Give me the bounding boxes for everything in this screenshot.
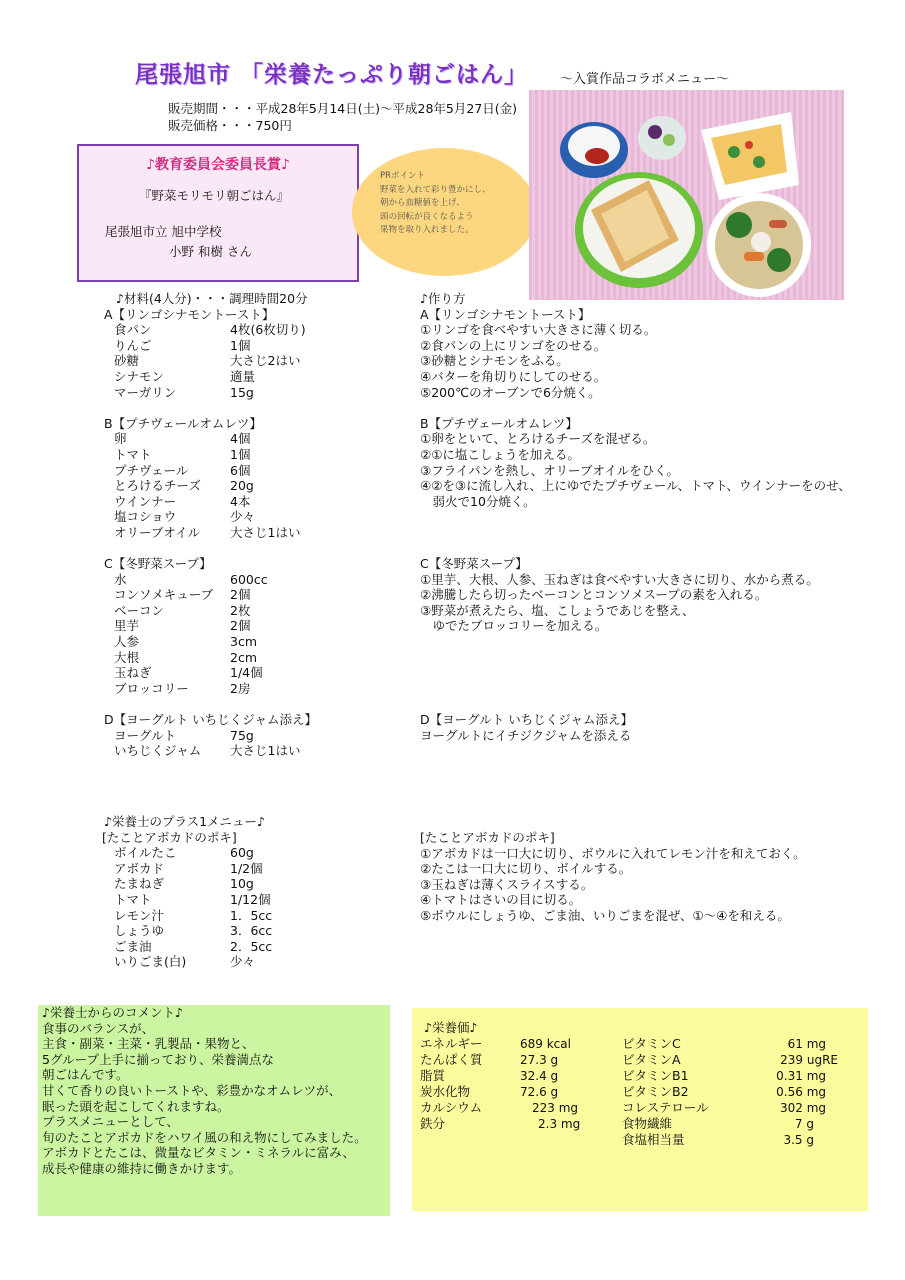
- ingredient-name: プチヴェール: [114, 462, 189, 478]
- step-line: ③玉ねぎは薄くスライスする。: [420, 876, 594, 892]
- ingredient-name: オリーブオイル: [114, 524, 201, 540]
- pr-line: 頭の回転が良くなるよう: [380, 211, 474, 222]
- ingredient-name: 塩コショウ: [114, 509, 177, 525]
- ingredient-row: [104, 572, 317, 588]
- steps-column: [420, 291, 851, 743]
- ingredient-name: トマト: [114, 891, 152, 907]
- ingredient-name: りんご: [114, 337, 152, 353]
- ingredient-qty: 1/12個: [230, 891, 271, 907]
- nutrient-value: 7 g: [794, 1117, 814, 1131]
- nutrient-value: 223 mg: [532, 1101, 579, 1115]
- spacer: [420, 634, 851, 650]
- nutrient-value: 302 mg: [779, 1101, 826, 1115]
- ingredient-row: [104, 954, 272, 970]
- ingredient-qty: 4個: [230, 431, 251, 447]
- ingredient-row: [104, 603, 317, 619]
- ingredient-name: ブロッコリー: [114, 680, 189, 696]
- plus-heading: ♪栄養士のプラス1メニュー♪: [104, 814, 266, 829]
- ingredient-qty: 適量: [230, 368, 256, 384]
- ingredient-qty: 2房: [230, 680, 251, 696]
- nutrition-heading: ♪栄養価♪: [424, 1020, 478, 1035]
- nutrient-value: 61 mg: [787, 1037, 826, 1051]
- meal-photo: [529, 90, 844, 300]
- step-section-title: D【ヨーグルト いちじくジャム添え】: [420, 712, 633, 728]
- ingredient-name: しょうゆ: [114, 923, 165, 939]
- step-line: ⑤ボウルにしょうゆ、ごま油、いりごまを混ぜ、①～④を和える。: [420, 907, 790, 923]
- comment-line: 成長や健康の維持に働きかけます。: [42, 1160, 242, 1176]
- spacer: [420, 525, 851, 541]
- ingredient-name: トマト: [114, 446, 152, 462]
- step-line: ①アボカドは一口大に切り、ボウルに入れてレモン汁を和えておく。: [420, 845, 806, 861]
- comment-line: 眠った頭を起こしてくれますね。: [42, 1098, 230, 1114]
- ingredient-section-title: B【プチヴェールオムレツ】: [104, 415, 262, 431]
- pr-text: [380, 170, 491, 238]
- nutrient-value: 689 kcal: [520, 1037, 571, 1051]
- nutrient-label: カルシウム: [420, 1100, 483, 1115]
- ingredient-row: [104, 618, 317, 634]
- ingredient-name: ウインナー: [114, 493, 177, 509]
- ingredient-row: [104, 338, 317, 354]
- ingredient-row: [104, 908, 272, 924]
- nutrient-label: 脂質: [420, 1068, 446, 1083]
- ingredient-name: いちじくジャム: [114, 743, 202, 759]
- ingredient-name: マーガリン: [114, 384, 177, 400]
- ingredient-name: たまねぎ: [114, 876, 165, 892]
- spacer: [420, 681, 851, 697]
- nutrition-left-labels: [420, 1036, 483, 1132]
- comment-text: [42, 1005, 367, 1177]
- ingredient-row: [104, 587, 317, 603]
- ingredient-name: 水: [114, 571, 127, 587]
- ingredient-section-title: A【リンゴシナモントースト】: [104, 306, 275, 322]
- comment-line: 甘くて香りの良いトーストや、彩豊かなオムレツが、: [42, 1082, 342, 1098]
- ingredient-qty: 6個: [230, 462, 251, 478]
- ingredient-name: ベーコン: [114, 602, 165, 618]
- ingredient-row: [104, 939, 272, 955]
- ingredient-row: [104, 845, 272, 861]
- ingredient-row: [104, 634, 317, 650]
- page-title: 尾張旭市 「栄養たっぷり朝ごはん」: [135, 62, 529, 88]
- ingredient-qty: 2cm: [230, 649, 258, 665]
- ingredient-qty: 1/4個: [230, 665, 263, 681]
- steps-heading: ♪作り方: [420, 291, 466, 306]
- ingredient-name: 卵: [114, 431, 127, 447]
- ingredient-qty: 大さじ2はい: [230, 353, 301, 369]
- award-school: 尾張旭市立 旭中学校: [105, 224, 222, 239]
- ingredient-qty: 4枚(6枚切り): [230, 322, 306, 338]
- nutrient-label: たんぱく質: [420, 1052, 483, 1067]
- comment-line: 食事のバランスが、: [42, 1020, 155, 1036]
- spacer: [420, 541, 851, 557]
- step-line: ②沸騰したら切ったベーコンとコンソメスープの素を入れる。: [420, 587, 768, 603]
- nutrient-value: 0.31 mg: [776, 1069, 826, 1083]
- ingredient-qty: 60g: [230, 845, 254, 861]
- step-section-title: C【冬野菜スープ】: [420, 556, 528, 572]
- spacer: [420, 665, 851, 681]
- nutrient-value: 72.6 g: [520, 1085, 559, 1099]
- ingredient-row: [104, 525, 317, 541]
- ingredient-name: 玉ねぎ: [114, 665, 152, 681]
- ingredient-row: [104, 353, 317, 369]
- spacer: [420, 696, 851, 712]
- meal-illustration: [529, 90, 844, 300]
- step-line: ③野菜が煮えたら、塩、こしょうであじを整え、: [420, 602, 695, 618]
- nutrient-label: コレステロール: [622, 1100, 709, 1115]
- ingredient-qty: 1/2個: [230, 860, 263, 876]
- ingredients-heading: ♪材料(4人分)・・・調理時間20分: [116, 291, 308, 306]
- ingredient-name: 人参: [114, 634, 140, 650]
- ingredient-qty: 4本: [230, 493, 251, 509]
- ingredient-qty: 少々: [230, 954, 256, 970]
- step-line: ヨーグルトにイチジクジャムを添える: [420, 727, 632, 743]
- ingredient-name: 食パン: [114, 322, 152, 338]
- ingredient-row: [104, 431, 317, 447]
- step-line: ③フライパンを熱し、オリーブオイルをひく。: [420, 462, 679, 478]
- ingredient-row: [104, 681, 317, 697]
- ingredient-qty: 600cc: [230, 571, 268, 587]
- award-menu-name: 『野菜モリモリ朝ごはん』: [139, 188, 290, 203]
- sale-period: 販売期間・・・平成28年5月14日(土)～平成28年5月27日(金): [168, 101, 518, 116]
- ingredient-section-title: C【冬野菜スープ】: [104, 556, 212, 572]
- ingredient-name: アボカド: [114, 860, 165, 876]
- comment-line: 旬のたことアボカドをハワイ風の和え物にしてみました。: [42, 1129, 367, 1145]
- ingredient-row: [104, 743, 317, 759]
- nutrient-label: 食塩相当量: [622, 1132, 685, 1147]
- comment-line: 5グループ上手に揃っており、栄養満点な: [42, 1051, 274, 1067]
- ingredient-qty: 10g: [230, 876, 254, 892]
- ingredient-name: 大根: [114, 649, 140, 665]
- pr-point-bubble: [352, 148, 537, 276]
- ingredient-qty: 少々: [230, 509, 256, 525]
- comment-line: 朝ごはんです。: [42, 1067, 129, 1083]
- ingredient-row: [104, 923, 272, 939]
- comment-line: アボカドとたこは、微量なビタミン・ミネラルに富み、: [42, 1145, 355, 1161]
- ingredient-row: [104, 509, 317, 525]
- step-line: ②たこは一口大に切り、ボイルする。: [420, 861, 632, 877]
- spacer: [104, 541, 317, 557]
- ingredient-qty: 2個: [230, 587, 251, 603]
- nutrient-value: 2.3 mg: [538, 1117, 581, 1131]
- ingredient-qty: 3．6cc: [230, 923, 273, 939]
- step-line: ④②を③に流し入れ、上にゆでたプチヴェール、トマト、ウインナーをのせ、: [420, 478, 851, 494]
- ingredient-qty: 1個: [230, 446, 251, 462]
- nutrient-value: 27.3 g: [520, 1053, 559, 1067]
- ingredient-name: いりごま(白): [114, 954, 187, 970]
- nutrient-value: 32.4 g: [520, 1069, 559, 1083]
- page-subtitle: ～入賞作品コラボメニュー～: [560, 72, 730, 87]
- award-box: [77, 144, 359, 282]
- step-line: ③砂糖とシナモンをふる。: [420, 353, 569, 369]
- ingredient-name: ヨーグルト: [114, 727, 177, 743]
- comment-line: 主食・副菜・主菜・乳製品・果物と、: [42, 1036, 255, 1052]
- award-person: 小野 和樹 さん: [169, 244, 252, 259]
- ingredient-row: [104, 494, 317, 510]
- ingredient-qty: 大さじ1はい: [230, 524, 301, 540]
- ingredient-qty: 15g: [230, 384, 254, 400]
- ingredient-qty: 20g: [230, 478, 254, 494]
- ingredient-name: ボイルたこ: [114, 845, 177, 861]
- step-line: ④バターを角切りにしてのせる。: [420, 368, 607, 384]
- ingredient-name: 里芋: [114, 618, 140, 634]
- step-line: ①リンゴを食べやすい大きさに薄く切る。: [420, 322, 657, 338]
- nutrient-label: エネルギー: [420, 1036, 483, 1051]
- ingredient-qty: 大さじ1はい: [230, 743, 301, 759]
- ingredient-qty: 2枚: [230, 602, 251, 618]
- pr-line: 朝から血糖値を上げ、: [380, 198, 465, 208]
- step-line: ゆでたブロッコリーを加える。: [420, 618, 608, 634]
- nutrition-box: [412, 1008, 868, 1211]
- ingredient-qty: 1個: [230, 337, 251, 353]
- sale-price: 販売価格・・・750円: [168, 118, 292, 133]
- step-line: ②①に塩こしょうを加える。: [420, 446, 580, 462]
- ingredient-row: [104, 447, 317, 463]
- nutrient-label: ビタミンC: [622, 1036, 681, 1051]
- nutrition-right-labels: [622, 1036, 709, 1148]
- step-line: 弱火で10分焼く。: [420, 493, 536, 509]
- nutrition-left-values: [520, 1036, 590, 1132]
- ingredient-name: コンソメキューブ: [114, 587, 214, 603]
- comment-heading: ♪栄養士からのコメント♪: [42, 1005, 183, 1020]
- step-line: ②食パンの上にリンゴをのせる。: [420, 337, 607, 353]
- pr-heading: PRポイント: [380, 171, 426, 181]
- ingredient-qty: 2個: [230, 618, 251, 634]
- spacer: [420, 400, 851, 416]
- ingredient-name: とろけるチーズ: [114, 478, 201, 494]
- ingredient-row: [104, 463, 317, 479]
- pr-line: 果物を取り入れました。: [380, 225, 474, 235]
- step-line: ④トマトはさいの目に切る。: [420, 892, 582, 908]
- step-line: ⑤200℃のオーブンで6分焼く。: [420, 384, 601, 400]
- step-section-title: B【プチヴェールオムレツ】: [420, 415, 578, 431]
- nutrient-value: 0.56 mg: [776, 1085, 826, 1099]
- ingredient-row: [104, 369, 317, 385]
- nutrient-label: ビタミンA: [622, 1052, 681, 1067]
- spacer: [104, 696, 317, 712]
- ingredient-name: 砂糖: [114, 353, 140, 369]
- ingredient-row: [104, 478, 317, 494]
- nutrient-label: 炭水化物: [420, 1084, 471, 1099]
- nutrient-value: 239 ugRE: [780, 1053, 838, 1067]
- nutrient-value: 3.5 g: [783, 1133, 814, 1147]
- ingredient-name: シナモン: [114, 368, 165, 384]
- ingredient-row: [104, 322, 317, 338]
- step-line: ①里芋、大根、人参、玉ねぎは食べやすい大きさに切り、水から煮る。: [420, 571, 819, 587]
- dietitian-comment-box: [38, 1005, 390, 1216]
- spacer: [420, 650, 851, 666]
- plus-menu-steps: [420, 830, 806, 924]
- step-line: ①卵をといて、とろけるチーズを混ぜる。: [420, 431, 656, 447]
- nutrient-label: 食物繊維: [622, 1116, 673, 1131]
- nutrient-label: ビタミンB2: [622, 1084, 689, 1099]
- ingredient-qty: 75g: [230, 727, 254, 743]
- ingredient-row: [104, 385, 317, 401]
- step-section-title: A【リンゴシナモントースト】: [420, 306, 591, 322]
- ingredient-row: [104, 650, 317, 666]
- ingredient-row: [104, 861, 272, 877]
- nutrient-label: ビタミンB1: [622, 1068, 689, 1083]
- nutrition-right-values: [742, 1036, 838, 1148]
- nutrient-label: 鉄分: [420, 1116, 446, 1131]
- ingredient-name: レモン汁: [114, 907, 165, 923]
- ingredient-qty: 3cm: [230, 634, 258, 650]
- ingredient-qty: 2．5cc: [230, 938, 273, 954]
- spacer: [420, 509, 851, 525]
- ingredient-qty: 1．5cc: [230, 907, 273, 923]
- plus-menu-ingredients: [104, 814, 272, 970]
- ingredient-section-title: D【ヨーグルト いちじくジャム添え】: [104, 712, 317, 728]
- ingredient-row: [104, 665, 317, 681]
- plus-steps-title: [たことアボカドのポキ]: [420, 830, 555, 845]
- ingredient-row: [104, 728, 317, 744]
- spacer: [104, 400, 317, 416]
- comment-line: プラスメニューとして、: [42, 1114, 179, 1130]
- pr-line: 野菜を入れて彩り豊かにし、: [380, 184, 491, 195]
- ingredient-row: [104, 892, 272, 908]
- ingredients-column: [104, 291, 317, 759]
- ingredient-name: ごま油: [114, 938, 152, 954]
- award-title: ♪教育委員会委員長賞♪: [146, 157, 290, 173]
- ingredient-row: [104, 876, 272, 892]
- plus-title: [たことアボカドのポキ]: [102, 829, 237, 845]
